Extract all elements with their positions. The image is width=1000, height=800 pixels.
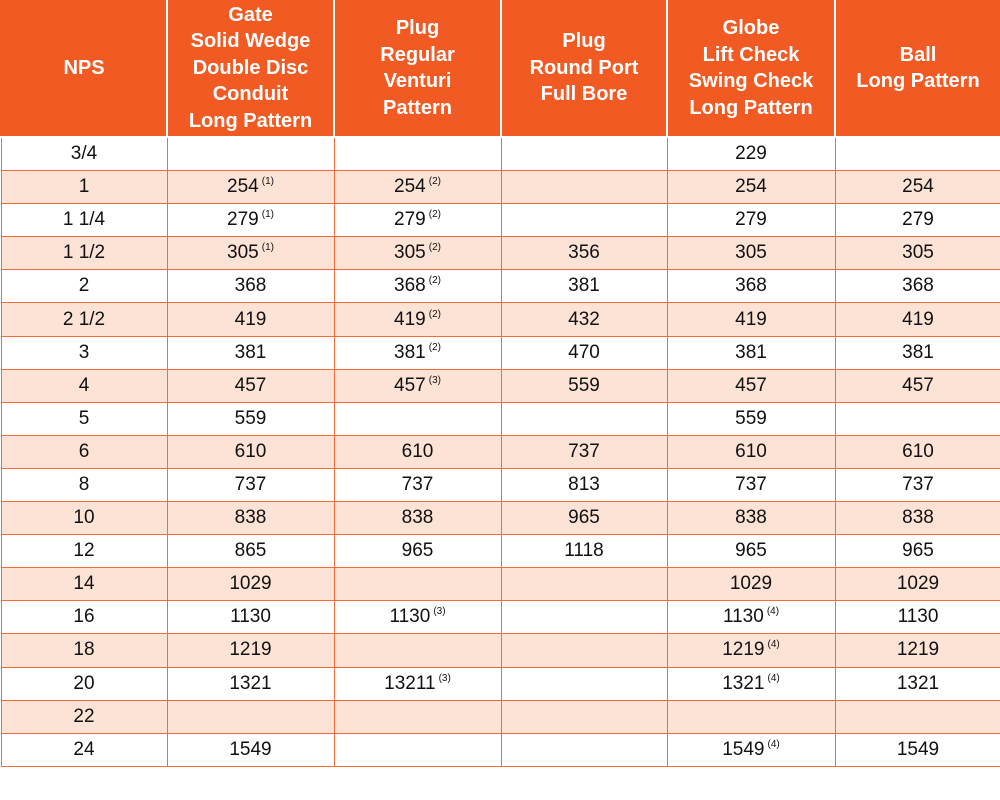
cell-value: 559 (234, 407, 267, 429)
cell-plug-round-port (501, 667, 667, 700)
cell-plug-round-port (501, 336, 667, 369)
cell-value: 1219 (722, 639, 765, 661)
table-row (1, 204, 1000, 237)
cell-ball (835, 733, 1000, 766)
table-row (1, 237, 1000, 270)
cell-plug-regular (334, 468, 501, 501)
cell-value: 368 (902, 275, 934, 297)
table-row (1, 733, 1000, 766)
table-header-row (1, 0, 1000, 137)
cell-gate (167, 667, 334, 700)
cell-gate (167, 435, 334, 468)
cell-value: 254 (227, 176, 259, 198)
cell-value: 610 (902, 440, 934, 462)
cell-value: 20 (73, 672, 95, 694)
cell-globe-check (667, 634, 835, 667)
cell-ball (835, 667, 1000, 700)
footnote-marker: (4) (767, 639, 780, 651)
cell-globe-check (667, 733, 835, 766)
cell-value: 1130 (389, 606, 431, 628)
cell-value: 610 (234, 440, 267, 462)
cell-gate (167, 468, 334, 501)
cell-ball (835, 303, 1000, 336)
cell-value: 24 (73, 738, 95, 760)
footnote-marker: (3) (428, 374, 441, 386)
cell-ball (835, 270, 1000, 303)
cell-globe-check (667, 171, 835, 204)
cell-plug-round-port (501, 204, 667, 237)
cell-plug-round-port (501, 700, 667, 733)
cell-nps (1, 137, 167, 171)
cell-value: 457 (394, 374, 426, 396)
cell-value: 419 (902, 308, 934, 330)
cell-ball (835, 700, 1000, 733)
cell-gate (167, 204, 334, 237)
header-gate: Gate Solid Wedge Double Disc Conduit Long Pattern (167, 0, 334, 137)
cell-plug-regular (334, 502, 501, 535)
cell-value: 737 (735, 473, 767, 495)
header-plug-regular: Plug Regular Venturi Pattern (334, 0, 501, 137)
cell-nps (1, 535, 167, 568)
cell-nps (1, 667, 167, 700)
cell-plug-regular (334, 237, 501, 270)
table-row (1, 369, 1000, 402)
cell-globe-check (667, 568, 835, 601)
cell-value: 254 (902, 176, 934, 198)
cell-value: 368 (735, 275, 767, 297)
cell-value: 6 (78, 440, 90, 462)
cell-nps (1, 733, 167, 766)
cell-gate (167, 171, 334, 204)
cell-value: 838 (234, 507, 267, 529)
cell-nps (1, 601, 167, 634)
cell-value: 254 (394, 176, 426, 198)
cell-ball (835, 336, 1000, 369)
footnote-marker: (4) (767, 738, 780, 750)
cell-value: 279 (902, 209, 934, 231)
cell-gate (167, 270, 334, 303)
cell-value: 1219 (896, 639, 940, 661)
cell-gate (167, 137, 334, 171)
table-row (1, 535, 1000, 568)
cell-plug-round-port (501, 568, 667, 601)
footnote-marker: (2) (428, 275, 441, 287)
cell-value: 813 (568, 473, 600, 495)
cell-value: 965 (568, 507, 600, 529)
cell-value: 1130 (897, 606, 939, 628)
cell-plug-round-port (501, 171, 667, 204)
cell-value: 838 (401, 507, 434, 529)
cell-value: 10 (73, 507, 95, 529)
table-row (1, 435, 1000, 468)
cell-value: 1 1/2 (62, 242, 106, 264)
cell-value: 279 (394, 209, 426, 231)
cell-ball (835, 468, 1000, 501)
cell-globe-check (667, 601, 835, 634)
cell-nps (1, 171, 167, 204)
cell-ball (835, 369, 1000, 402)
cell-globe-check (667, 535, 835, 568)
header-nps: NPS (1, 0, 167, 137)
cell-value: 457 (234, 374, 267, 396)
cell-value: 1029 (729, 573, 773, 595)
cell-value: 1321 (722, 672, 765, 694)
table-row (1, 402, 1000, 435)
cell-plug-regular (334, 137, 501, 171)
cell-globe-check (667, 468, 835, 501)
cell-globe-check (667, 303, 835, 336)
cell-plug-regular (334, 435, 501, 468)
cell-value: 470 (568, 341, 600, 363)
table-row (1, 468, 1000, 501)
cell-value: 305 (227, 242, 259, 264)
cell-globe-check (667, 700, 835, 733)
cell-value: 1 1/4 (62, 209, 106, 231)
table-row (1, 601, 1000, 634)
footnote-marker: (3) (433, 606, 446, 618)
cell-value: 1 (78, 176, 90, 198)
table-row (1, 502, 1000, 535)
cell-plug-regular (334, 568, 501, 601)
cell-nps (1, 468, 167, 501)
cell-value: 305 (735, 242, 767, 264)
cell-value: 356 (568, 242, 600, 264)
cell-plug-round-port (501, 535, 667, 568)
cell-value: 1549 (229, 738, 272, 760)
cell-nps (1, 336, 167, 369)
cell-plug-regular (334, 303, 501, 336)
footnote-marker: (1) (261, 209, 274, 221)
cell-ball (835, 435, 1000, 468)
cell-value: 1549 (896, 738, 940, 760)
cell-plug-round-port (501, 502, 667, 535)
header-globe-check: Globe Lift Check Swing Check Long Pattern (667, 0, 835, 137)
cell-value: 3 (78, 341, 90, 363)
cell-gate (167, 601, 334, 634)
cell-globe-check (667, 237, 835, 270)
cell-value: 457 (735, 374, 767, 396)
cell-plug-regular (334, 700, 501, 733)
cell-value: 279 (227, 209, 259, 231)
cell-value: 14 (73, 573, 95, 595)
cell-globe-check (667, 270, 835, 303)
cell-value: 1321 (896, 672, 940, 694)
table-body (1, 137, 1000, 766)
cell-value: 1130 (230, 606, 271, 628)
table-row (1, 303, 1000, 336)
cell-ball (835, 204, 1000, 237)
cell-value: 838 (902, 507, 934, 529)
cell-gate (167, 535, 334, 568)
cell-plug-round-port (501, 303, 667, 336)
footnote-marker: (2) (428, 341, 441, 353)
cell-ball (835, 535, 1000, 568)
cell-value: 610 (401, 440, 434, 462)
cell-value: 18 (73, 639, 95, 661)
header-plug-round-port: Plug Round Port Full Bore (501, 0, 667, 137)
cell-globe-check (667, 369, 835, 402)
cell-ball (835, 568, 1000, 601)
footnote-marker: (2) (428, 308, 441, 320)
cell-value: 965 (735, 540, 767, 562)
cell-plug-regular (334, 667, 501, 700)
cell-nps (1, 634, 167, 667)
cell-nps (1, 204, 167, 237)
cell-nps (1, 502, 167, 535)
cell-value: 419 (735, 308, 767, 330)
cell-plug-regular (334, 336, 501, 369)
cell-globe-check (667, 336, 835, 369)
cell-plug-regular (334, 601, 501, 634)
cell-ball (835, 601, 1000, 634)
cell-nps (1, 369, 167, 402)
cell-gate (167, 568, 334, 601)
cell-value: 965 (902, 540, 934, 562)
cell-value: 4 (78, 374, 90, 396)
cell-value: 1130 (722, 606, 764, 628)
header-ball: Ball Long Pattern (835, 0, 1000, 137)
cell-value: 12 (73, 540, 95, 562)
table-row (1, 270, 1000, 303)
cell-gate (167, 634, 334, 667)
cell-value: 3/4 (70, 143, 98, 165)
cell-nps (1, 435, 167, 468)
cell-plug-round-port (501, 468, 667, 501)
cell-value: 8 (78, 473, 90, 495)
cell-plug-regular (334, 402, 501, 435)
cell-value: 737 (568, 440, 600, 462)
cell-gate (167, 303, 334, 336)
cell-nps (1, 700, 167, 733)
cell-value: 5 (78, 407, 90, 429)
cell-value: 559 (568, 374, 600, 396)
cell-value: 1029 (896, 573, 940, 595)
cell-ball (835, 402, 1000, 435)
table-row (1, 667, 1000, 700)
table-row (1, 336, 1000, 369)
cell-nps (1, 303, 167, 336)
cell-globe-check (667, 137, 835, 171)
cell-ball (835, 634, 1000, 667)
cell-value: 432 (568, 308, 600, 330)
cell-nps (1, 402, 167, 435)
cell-plug-regular (334, 369, 501, 402)
cell-plug-round-port (501, 137, 667, 171)
cell-value: 381 (735, 341, 767, 363)
cell-value: 737 (401, 473, 434, 495)
cell-globe-check (667, 667, 835, 700)
cell-value: 368 (394, 275, 426, 297)
cell-value: 368 (234, 275, 267, 297)
cell-nps (1, 270, 167, 303)
cell-value: 381 (234, 341, 267, 363)
cell-ball (835, 237, 1000, 270)
cell-plug-regular (334, 535, 501, 568)
cell-ball (835, 171, 1000, 204)
cell-gate (167, 369, 334, 402)
cell-value: 457 (902, 374, 934, 396)
cell-ball (835, 502, 1000, 535)
cell-gate (167, 237, 334, 270)
cell-plug-regular (334, 733, 501, 766)
cell-value: 2 1/2 (62, 308, 106, 330)
cell-plug-round-port (501, 435, 667, 468)
cell-value: 419 (394, 308, 426, 330)
cell-plug-round-port (501, 369, 667, 402)
cell-globe-check (667, 402, 835, 435)
cell-value: 381 (568, 275, 600, 297)
cell-plug-regular (334, 171, 501, 204)
footnote-marker: (4) (767, 672, 780, 684)
table-row (1, 634, 1000, 667)
cell-plug-round-port (501, 402, 667, 435)
cell-globe-check (667, 435, 835, 468)
cell-value: 1549 (722, 738, 765, 760)
cell-value: 305 (902, 242, 934, 264)
footnote-marker: (1) (261, 176, 274, 188)
cell-value: 1219 (229, 639, 272, 661)
cell-plug-round-port (501, 270, 667, 303)
table-row (1, 700, 1000, 733)
table-row (1, 568, 1000, 601)
cell-nps (1, 568, 167, 601)
cell-plug-regular (334, 270, 501, 303)
table-row (1, 137, 1000, 171)
cell-value: 13211 (384, 672, 436, 694)
cell-value: 16 (73, 606, 95, 628)
cell-value: 279 (735, 209, 767, 231)
cell-gate (167, 700, 334, 733)
cell-plug-regular (334, 634, 501, 667)
cell-ball (835, 137, 1000, 171)
footnote-marker: (4) (766, 606, 780, 618)
footnote-marker: (2) (428, 242, 441, 254)
cell-value: 559 (735, 407, 767, 429)
footnote-marker: (3) (438, 672, 451, 684)
cell-nps (1, 237, 167, 270)
cell-value: 381 (394, 341, 426, 363)
cell-value: 1118 (564, 540, 604, 562)
cell-value: 737 (234, 473, 267, 495)
cell-plug-round-port (501, 733, 667, 766)
cell-value: 838 (735, 507, 767, 529)
table-row (1, 171, 1000, 204)
cell-plug-regular (334, 204, 501, 237)
cell-plug-round-port (501, 601, 667, 634)
cell-plug-round-port (501, 237, 667, 270)
cell-value: 1321 (229, 672, 272, 694)
cell-value: 381 (902, 341, 934, 363)
cell-gate (167, 502, 334, 535)
cell-value: 2 (78, 275, 90, 297)
cell-value: 229 (735, 143, 767, 165)
cell-value: 419 (234, 308, 267, 330)
cell-value: 737 (902, 473, 934, 495)
footnote-marker: (2) (428, 176, 441, 188)
cell-value: 254 (735, 176, 767, 198)
cell-value: 865 (234, 540, 267, 562)
cell-value: 965 (401, 540, 434, 562)
cell-gate (167, 402, 334, 435)
cell-value: 305 (394, 242, 426, 264)
cell-value: 22 (73, 705, 95, 727)
cell-value: 1029 (229, 573, 272, 595)
cell-plug-round-port (501, 634, 667, 667)
footnote-marker: (2) (428, 209, 441, 221)
cell-globe-check (667, 204, 835, 237)
cell-gate (167, 733, 334, 766)
cell-value: 610 (735, 440, 767, 462)
footnote-marker: (1) (261, 242, 274, 254)
cell-gate (167, 336, 334, 369)
cell-globe-check (667, 502, 835, 535)
